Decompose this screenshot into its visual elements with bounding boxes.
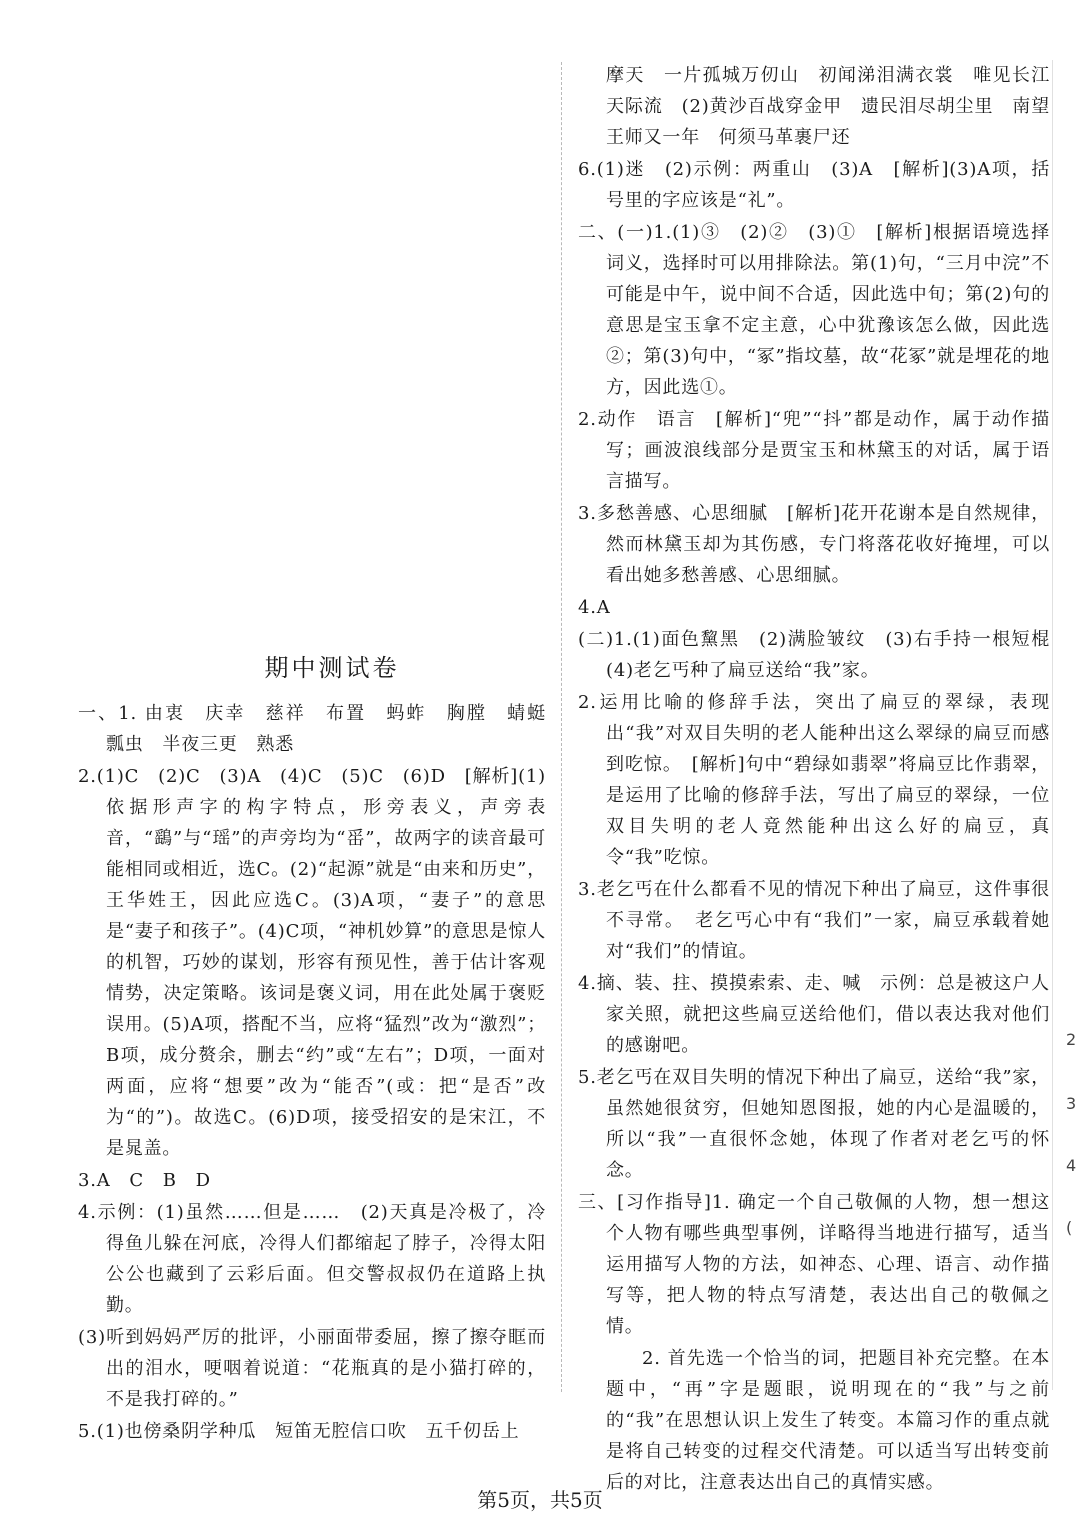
page-number: 第5页，共5页: [477, 1488, 603, 1512]
edge-mark: 3: [1066, 1094, 1077, 1113]
answer-paragraph: 二、(一)1.(1)③ (2)② (3)① [解析]根据语境选择词义，选择时可以用排除法。第(1)句，“三月中浣”不可能是中午，说中间不合适，因此选中旬；第(2)句的意思是宝玉拿不定主意，心中犹豫该怎么做，因此选②；第(3)句中，“冢”指坟墓，故“花冢”就是埋花的地方，因此选①。: [578, 222, 1050, 398]
answer-paragraph: (3)听到妈妈严厉的批评，小丽面带委屈，擦了擦夺眶而出的泪水，哽咽着说道：“花瓶真的是小猫打碎的，不是我打碎的。”: [78, 1327, 546, 1410]
edge-mark: 2: [1066, 1030, 1077, 1049]
answer-paragraph: 一、1. 由衷 庆幸 慈祥 布置 蚂蚱 胸膛 蜻蜓 瓢虫 半夜三更 熟悉: [78, 703, 565, 755]
answer-paragraph: 4.示例：(1)虽然……但是…… (2)天真是冷极了，冷得鱼儿躲在河底，冷得人们都缩起了脖子，冷得太阳公公也藏到了云彩后面。但交警叔叔仍在道路上执勤。: [78, 1202, 546, 1316]
page-edge-line: [1052, 60, 1053, 1390]
answer-paragraph: 4.摘、装、拄、摸摸索索、走、喊 示例：总是被这户人家关照，就把这些扁豆送给他们，借以表达我对他们的感谢吧。: [578, 973, 1050, 1056]
section-title: 期中测试卷: [264, 654, 400, 682]
answer-paragraph: 3.多愁善感、心思细腻 [解析]花开花谢本是自然规律，然而林黛玉却为其伤感，专门将落花收好掩埋，可以看出她多愁善感、心思细腻。: [578, 503, 1050, 586]
edge-mark: 4: [1066, 1156, 1077, 1175]
answer-paragraph: 三、[习作指导]1. 确定一个自己敬佩的人物，想一想这个人物有哪些典型事例，详略得当地进行描写，适当运用描写人物的方法，如神态、心理、语言、动作描写等，把人物的特点写清楚，表达出自己的敬佩之情。: [578, 1192, 1050, 1337]
answer-paragraph: 2.(1)C (2)C (3)A (4)C (5)C (6)D [解析](1)依据形声字的构字特点，形旁表义，声旁表音，“鷂”与“瑶”的声旁均为“䍃”，故两字的读音最可能相同或相近，选C。(2)“起源”就是“由来和历史”，王华姓王，因此应选C。(3)A项，“妻子”的意思是“妻子和孩子”。(4)C项，“神机妙算”的意思是惊人的机智，巧妙的谋划，形容有预见性，善于估计客观情势，决定策略。该词是褒义词，用在此处属于褒贬误用。(5)A项，搭配不当，应将“猛烈”改为“激烈”；B项，成分赘余，删去“约”或“左右”；D项，一面对两面，应将“想要”改为“能否”(或：把“是否”改为“的”)。故选C。(6)D项，接受招安的是宋江，不是晁盖。: [78, 766, 546, 1159]
answer-paragraph: 3.A C B D: [78, 1170, 211, 1191]
column-divider: [561, 62, 562, 1392]
answer-paragraph: 2. 首先选一个恰当的词，把题目补充完整。在本题中，“再”字是题眼，说明现在的“我”与之前的“我”在思想认识上发生了转变。本篇习作的重点就是将自己转变的过程交代清楚。可以适当写出转变前后的对比，注意表达出自己的真情实感。: [606, 1348, 1050, 1493]
answer-paragraph: 5.(1)也傍桑阴学种瓜 短笛无腔信口吹 五千仞岳上: [78, 1421, 520, 1442]
left-column: [78, 650, 565, 1448]
edge-mark: (: [1066, 1218, 1073, 1237]
answer-paragraph: 2.动作 语言 [解析]“兜”“抖”都是动作，属于动作描写；画波浪线部分是贾宝玉和林黛玉的对话，属于语言描写。: [578, 409, 1050, 492]
answer-paragraph: 2.运用比喻的修辞手法，突出了扁豆的翠绿，表现出“我”对双目失明的老人能种出这么翠绿的扁豆而感到吃惊。 [解析]句中“碧绿如翡翠”将扁豆比作翡翠，是运用了比喻的修辞手法，写出了扁豆的翠绿，一位双目失明的老人竟然能种出这么好的扁豆，真令“我”吃惊。: [578, 692, 1050, 868]
answer-paragraph: 6.(1)迷 (2)示例：两重山 (3)A [解析](3)A项，括号里的字应该是“礼”。: [578, 159, 1050, 211]
answer-paragraph: 4.A: [578, 597, 611, 618]
answer-paragraph: 摩天 一片孤城万仞山 初闻涕泪满衣裳 唯见长江天际流 (2)黄沙百战穿金甲 遗民泪尽胡尘里 南望王师又一年 何须马革裹尸还: [606, 65, 1050, 148]
answer-paragraph: 5.老乞丐在双目失明的情况下种出了扁豆，送给“我”家，虽然她很贫穷，但她知恩图报，她的内心是温暖的，所以“我”一直很怀念她，体现了作者对老乞丐的怀念。: [578, 1067, 1050, 1181]
answer-paragraph: 3.老乞丐在什么都看不见的情况下种出了扁豆，这件事很不寻常。 老乞丐心中有“我们”一家，扁豆承载着她对“我们”的情谊。: [578, 879, 1050, 962]
right-column: [578, 60, 1069, 1499]
answer-paragraph: (二)1.(1)面色黧黑 (2)满脸皱纹 (3)右手持一根短棍 (4)老乞丐种了扁豆送给“我”家。: [578, 629, 1069, 681]
